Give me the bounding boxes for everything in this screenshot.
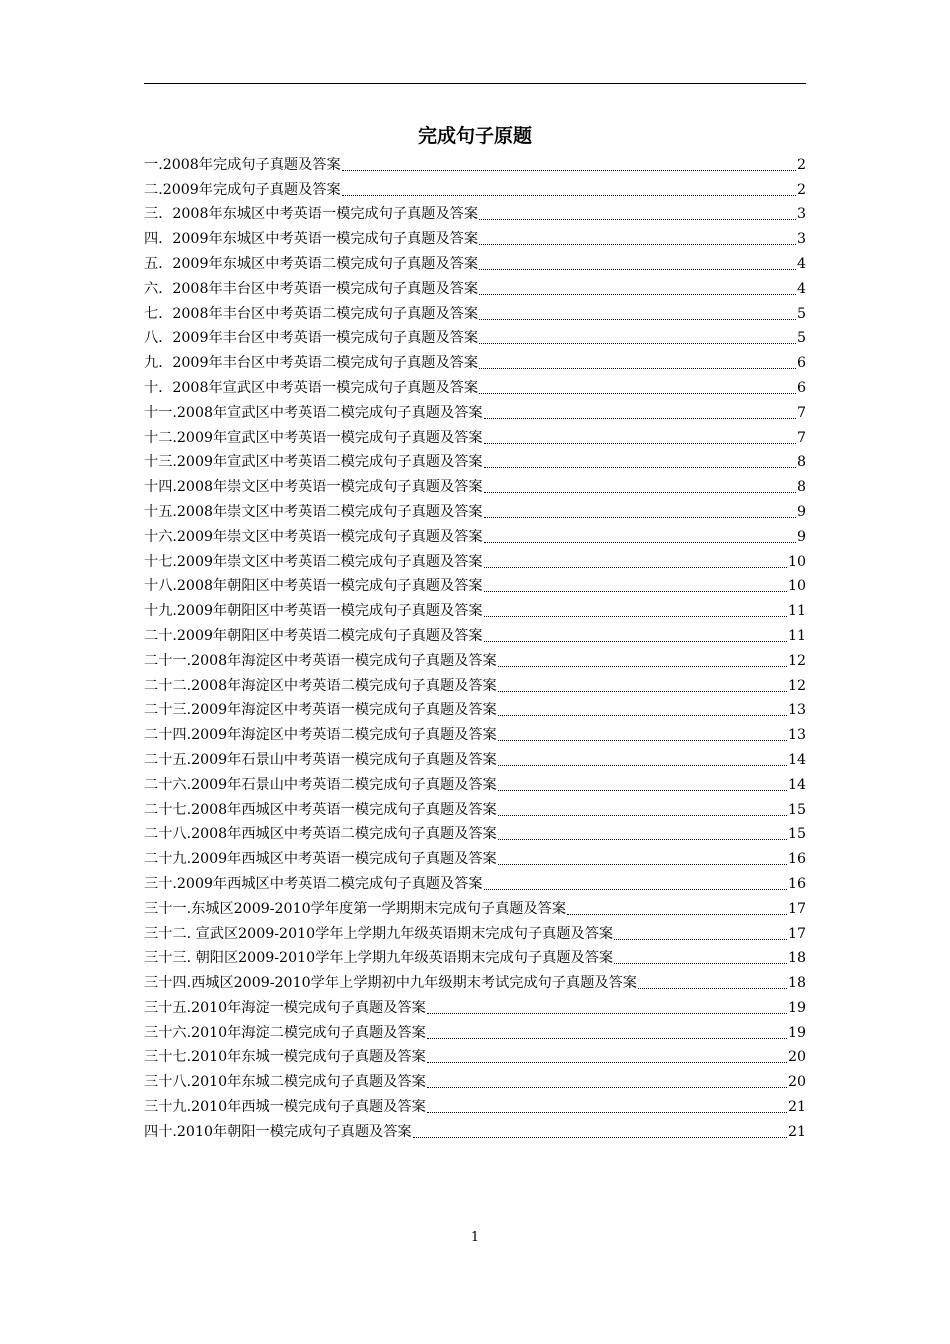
toc-entry-label: 四．2009年东城区中考英语一模完成句子真题及答案 xyxy=(144,231,479,248)
toc-entry-page: 20 xyxy=(787,1049,806,1066)
toc-entry-page: 2 xyxy=(796,181,806,198)
toc-entry-page: 5 xyxy=(796,305,806,322)
toc-entry[interactable] xyxy=(144,795,806,820)
toc-entry[interactable] xyxy=(144,175,806,200)
toc-dot-leader xyxy=(638,987,787,989)
toc-entry-label: 二十五.2009年石景山中考英语一模完成句子真题及答案 xyxy=(144,751,497,768)
toc-entry[interactable] xyxy=(144,324,806,349)
toc-entry-label: 五．2009年东城区中考英语二模完成句子真题及答案 xyxy=(144,255,479,272)
toc-entry-label: 二十一.2008年海淀区中考英语一模完成句子真题及答案 xyxy=(144,652,497,669)
toc-entry-label: 四十.2010年朝阳一模完成句子真题及答案 xyxy=(144,1123,412,1140)
toc-entry-page: 12 xyxy=(787,652,806,669)
toc-entry-label: 三十四.西城区2009-2010学年上学期初中九年级期末考试完成句子真题及答案 xyxy=(144,975,637,992)
toc-entry-label: 三十六.2010年海淀二模完成句子真题及答案 xyxy=(144,1024,426,1041)
toc-entry-page: 6 xyxy=(796,355,806,372)
toc-dot-leader xyxy=(614,962,787,964)
toc-entry[interactable] xyxy=(144,200,806,225)
toc-entry-page: 12 xyxy=(787,677,806,694)
toc-entry[interactable] xyxy=(144,224,806,249)
toc-dot-leader xyxy=(484,615,787,617)
toc-dot-leader xyxy=(484,640,787,642)
toc-entry-page: 13 xyxy=(787,727,806,744)
toc-entry-label: 十七.2009年崇文区中考英语二模完成句子真题及答案 xyxy=(144,553,483,570)
toc-entry-label: 二十六.2009年石景山中考英语二模完成句子真题及答案 xyxy=(144,776,497,793)
toc-entry-page: 2 xyxy=(796,156,806,173)
toc-entry-label: 十五.2008年崇文区中考英语二模完成句子真题及答案 xyxy=(144,503,483,520)
header-rule xyxy=(144,83,806,84)
toc-dot-leader xyxy=(479,218,796,220)
toc-entry-page: 9 xyxy=(796,503,806,520)
toc-entry-label: 二十九.2009年西城区中考英语一模完成句子真题及答案 xyxy=(144,851,497,868)
toc-entry-label: 三十一.东城区2009-2010学年度第一学期期末完成句子真题及答案 xyxy=(144,900,567,917)
toc-entry-label: 三十二. 宣武区2009-2010学年上学期九年级英语期末完成句子真题及答案 xyxy=(144,925,614,942)
toc-entry[interactable] xyxy=(144,249,806,274)
toc-dot-leader xyxy=(484,491,796,493)
toc-entry[interactable] xyxy=(144,1067,806,1092)
toc-entry-label: 三．2008年东城区中考英语一模完成句子真题及答案 xyxy=(144,206,479,223)
toc-entry[interactable] xyxy=(144,423,806,448)
toc-entry-label: 十六.2009年崇文区中考英语一模完成句子真题及答案 xyxy=(144,528,483,545)
toc-entry-page: 13 xyxy=(787,702,806,719)
toc-dot-leader xyxy=(479,367,796,369)
toc-entry-page: 10 xyxy=(787,553,806,570)
toc-entry-label: 三十七.2010年东城一模完成句子真题及答案 xyxy=(144,1049,426,1066)
toc-entry[interactable] xyxy=(144,696,806,721)
toc-entry[interactable] xyxy=(144,745,806,770)
toc-entry-label: 三十九.2010年西城一模完成句子真题及答案 xyxy=(144,1099,426,1116)
toc-dot-leader xyxy=(427,1061,787,1063)
toc-entry-page: 15 xyxy=(787,826,806,843)
toc-entry-page: 9 xyxy=(796,528,806,545)
toc-entry-page: 7 xyxy=(796,404,806,421)
toc-dot-leader xyxy=(498,714,787,716)
toc-entry[interactable] xyxy=(144,448,806,473)
toc-entry-page: 6 xyxy=(796,379,806,396)
toc-entry-label: 十一.2008年宣武区中考英语二模完成句子真题及答案 xyxy=(144,404,483,421)
toc-dot-leader xyxy=(484,590,787,592)
toc-entry[interactable] xyxy=(144,919,806,944)
toc-dot-leader xyxy=(484,442,796,444)
toc-entry-page: 5 xyxy=(796,330,806,347)
toc-dot-leader xyxy=(498,739,787,741)
toc-entry[interactable] xyxy=(144,968,806,993)
toc-entry[interactable] xyxy=(144,522,806,547)
toc-entry[interactable] xyxy=(144,547,806,572)
toc-entry[interactable] xyxy=(144,1117,806,1142)
toc-entry-page: 18 xyxy=(787,975,806,992)
toc-entry-label: 十四.2008年崇文区中考英语一模完成句子真题及答案 xyxy=(144,479,483,496)
table-of-contents xyxy=(144,150,806,1142)
toc-dot-leader xyxy=(427,1037,787,1039)
toc-entry-label: 三十三. 朝阳区2009-2010学年上学期九年级英语期末完成句子真题及答案 xyxy=(144,950,614,967)
toc-dot-leader xyxy=(484,541,796,543)
toc-dot-leader xyxy=(484,516,796,518)
toc-dot-leader xyxy=(479,293,796,295)
toc-entry-page: 10 xyxy=(787,578,806,595)
toc-entry[interactable] xyxy=(144,993,806,1018)
toc-dot-leader xyxy=(498,838,787,840)
toc-entry-page: 3 xyxy=(796,231,806,248)
toc-dot-leader xyxy=(484,888,787,890)
toc-entry-page: 3 xyxy=(796,206,806,223)
toc-entry-page: 17 xyxy=(787,900,806,917)
toc-entry-page: 11 xyxy=(787,603,806,620)
toc-entry-page: 21 xyxy=(787,1123,806,1140)
toc-entry[interactable] xyxy=(144,596,806,621)
toc-dot-leader xyxy=(498,764,787,766)
toc-entry[interactable] xyxy=(144,373,806,398)
toc-entry[interactable] xyxy=(144,1043,806,1068)
toc-dot-leader xyxy=(567,913,787,915)
toc-entry[interactable] xyxy=(144,844,806,869)
toc-dot-leader xyxy=(484,466,796,468)
toc-entry-label: 十二.2009年宣武区中考英语一模完成句子真题及答案 xyxy=(144,429,483,446)
toc-entry-page: 16 xyxy=(787,875,806,892)
toc-dot-leader xyxy=(342,169,796,171)
toc-entry-label: 二十四.2009年海淀区中考英语二模完成句子真题及答案 xyxy=(144,727,497,744)
toc-dot-leader xyxy=(413,1136,787,1138)
toc-entry-label: 二.2009年完成句子真题及答案 xyxy=(144,181,341,198)
toc-entry[interactable] xyxy=(144,671,806,696)
toc-entry-page: 19 xyxy=(787,999,806,1016)
toc-entry-page: 19 xyxy=(787,1024,806,1041)
toc-entry[interactable] xyxy=(144,1092,806,1117)
toc-dot-leader xyxy=(479,268,796,270)
toc-entry[interactable] xyxy=(144,398,806,423)
toc-entry[interactable] xyxy=(144,770,806,795)
toc-entry[interactable] xyxy=(144,894,806,919)
toc-dot-leader xyxy=(498,665,787,667)
toc-entry-label: 八．2009年丰台区中考英语一模完成句子真题及答案 xyxy=(144,330,479,347)
toc-dot-leader xyxy=(498,690,787,692)
toc-entry[interactable] xyxy=(144,348,806,373)
toc-dot-leader xyxy=(342,194,796,196)
toc-dot-leader xyxy=(479,392,796,394)
toc-entry[interactable] xyxy=(144,299,806,324)
toc-entry[interactable] xyxy=(144,150,806,175)
toc-entry[interactable] xyxy=(144,820,806,845)
toc-entry-label: 三十八.2010年东城二模完成句子真题及答案 xyxy=(144,1074,426,1091)
toc-entry-page: 17 xyxy=(787,925,806,942)
toc-entry-page: 7 xyxy=(796,429,806,446)
toc-entry-label: 二十二.2008年海淀区中考英语二模完成句子真题及答案 xyxy=(144,677,497,694)
toc-dot-leader xyxy=(498,789,787,791)
toc-dot-leader xyxy=(614,938,787,940)
toc-entry[interactable] xyxy=(144,472,806,497)
toc-entry-page: 15 xyxy=(787,801,806,818)
toc-entry[interactable] xyxy=(144,646,806,671)
toc-entry[interactable] xyxy=(144,1018,806,1043)
toc-dot-leader xyxy=(484,417,796,419)
toc-entry-label: 九．2009年丰台区中考英语二模完成句子真题及答案 xyxy=(144,355,479,372)
page-number: 1 xyxy=(470,1230,480,1245)
toc-entry-label: 二十八.2008年西城区中考英语二模完成句子真题及答案 xyxy=(144,826,497,843)
toc-entry-page: 18 xyxy=(787,950,806,967)
toc-entry[interactable] xyxy=(144,720,806,745)
document-title: 完成句子原题 xyxy=(417,125,532,147)
toc-entry-label: 二十.2009年朝阳区中考英语二模完成句子真题及答案 xyxy=(144,627,483,644)
toc-dot-leader xyxy=(479,318,796,320)
toc-dot-leader xyxy=(479,243,796,245)
toc-entry-page: 8 xyxy=(796,479,806,496)
toc-entry[interactable] xyxy=(144,944,806,969)
toc-entry-label: 十．2008年宣武区中考英语一模完成句子真题及答案 xyxy=(144,379,479,396)
toc-entry[interactable] xyxy=(144,572,806,597)
toc-dot-leader xyxy=(427,1086,787,1088)
toc-dot-leader xyxy=(427,1012,787,1014)
toc-dot-leader xyxy=(427,1111,787,1113)
toc-entry-label: 三十.2009年西城区中考英语二模完成句子真题及答案 xyxy=(144,875,483,892)
toc-entry-page: 16 xyxy=(787,851,806,868)
toc-dot-leader xyxy=(479,342,796,344)
toc-entry-label: 十三.2009年宣武区中考英语二模完成句子真题及答案 xyxy=(144,454,483,471)
toc-dot-leader xyxy=(484,566,787,568)
toc-entry-label: 二十七.2008年西城区中考英语一模完成句子真题及答案 xyxy=(144,801,497,818)
toc-entry-label: 二十三.2009年海淀区中考英语一模完成句子真题及答案 xyxy=(144,702,497,719)
toc-entry-page: 20 xyxy=(787,1074,806,1091)
toc-entry-page: 4 xyxy=(796,255,806,272)
toc-dot-leader xyxy=(498,863,787,865)
toc-entry[interactable] xyxy=(144,274,806,299)
toc-entry-label: 十八.2008年朝阳区中考英语一模完成句子真题及答案 xyxy=(144,578,483,595)
toc-entry-label: 七．2008年丰台区中考英语二模完成句子真题及答案 xyxy=(144,305,479,322)
toc-entry[interactable] xyxy=(144,869,806,894)
toc-entry-label: 六．2008年丰台区中考英语一模完成句子真题及答案 xyxy=(144,280,479,297)
toc-entry-page: 14 xyxy=(787,751,806,768)
toc-entry[interactable] xyxy=(144,497,806,522)
toc-entry[interactable] xyxy=(144,621,806,646)
toc-entry-label: 三十五.2010年海淀一模完成句子真题及答案 xyxy=(144,999,426,1016)
toc-entry-page: 21 xyxy=(787,1099,806,1116)
toc-dot-leader xyxy=(498,814,787,816)
toc-entry-page: 11 xyxy=(787,627,806,644)
toc-entry-page: 4 xyxy=(796,280,806,297)
toc-entry-page: 8 xyxy=(796,454,806,471)
toc-entry-label: 一.2008年完成句子真题及答案 xyxy=(144,156,341,173)
toc-entry-page: 14 xyxy=(787,776,806,793)
toc-entry-label: 十九.2009年朝阳区中考英语一模完成句子真题及答案 xyxy=(144,603,483,620)
